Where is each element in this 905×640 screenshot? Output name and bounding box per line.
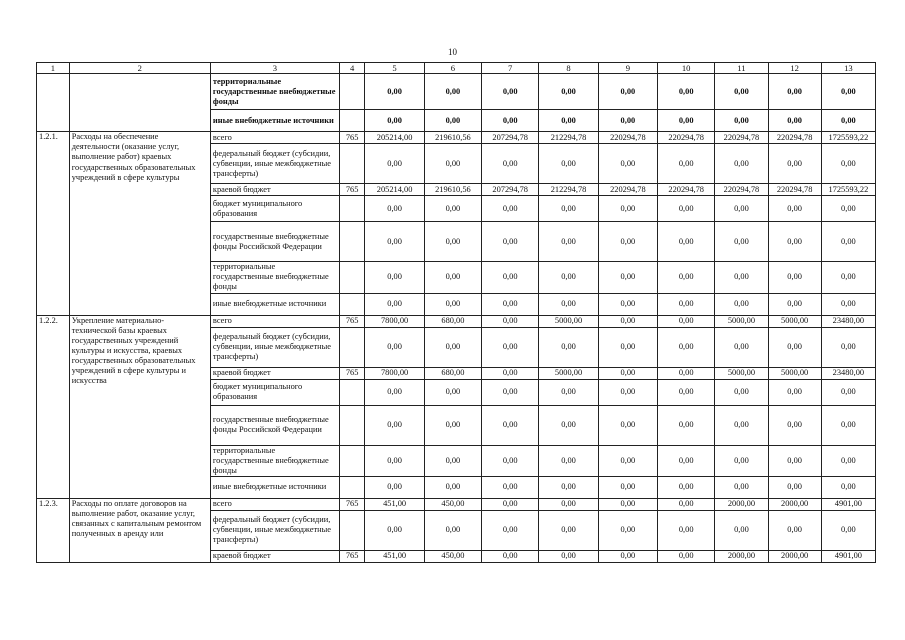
- amount-cell: 0,00: [598, 293, 657, 315]
- amount-cell: 0,00: [768, 74, 821, 110]
- amount-cell: 0,00: [821, 293, 875, 315]
- amount-cell: 0,00: [365, 262, 424, 293]
- amount-cell: 0,00: [539, 379, 598, 405]
- amount-cell: 0,00: [424, 510, 481, 550]
- budget-code: [339, 327, 365, 367]
- column-header: 9: [598, 63, 657, 74]
- amount-cell: 220294,78: [715, 184, 768, 196]
- budget-table: [36, 62, 876, 563]
- funding-source: иные внебюджетные источники: [210, 476, 339, 498]
- amount-cell: 0,00: [821, 262, 875, 293]
- amount-cell: 0,00: [365, 379, 424, 405]
- amount-cell: 0,00: [658, 510, 715, 550]
- amount-cell: 0,00: [715, 74, 768, 110]
- amount-cell: 5000,00: [539, 367, 598, 379]
- amount-cell: 0,00: [658, 476, 715, 498]
- amount-cell: 207294,78: [482, 132, 539, 144]
- amount-cell: 0,00: [482, 327, 539, 367]
- amount-cell: 0,00: [768, 110, 821, 132]
- amount-cell: 0,00: [598, 498, 657, 510]
- column-header: 6: [424, 63, 481, 74]
- amount-cell: 0,00: [365, 293, 424, 315]
- amount-cell: 0,00: [424, 74, 481, 110]
- funding-source: краевой бюджет: [210, 550, 339, 562]
- amount-cell: 0,00: [539, 405, 598, 445]
- amount-cell: 0,00: [539, 196, 598, 222]
- amount-cell: 0,00: [598, 327, 657, 367]
- amount-cell: 0,00: [598, 550, 657, 562]
- amount-cell: 0,00: [658, 74, 715, 110]
- funding-source: иные внебюджетные источники: [210, 293, 339, 315]
- column-header: 3: [210, 63, 339, 74]
- page-number: 10: [448, 47, 457, 57]
- amount-cell: 1725593,22: [821, 132, 875, 144]
- budget-code: 765: [339, 550, 365, 562]
- budget-code: [339, 262, 365, 293]
- amount-cell: 0,00: [424, 327, 481, 367]
- amount-cell: 0,00: [424, 110, 481, 132]
- budget-code: 765: [339, 315, 365, 327]
- amount-cell: 0,00: [715, 262, 768, 293]
- amount-cell: 5000,00: [715, 367, 768, 379]
- amount-cell: 5000,00: [539, 315, 598, 327]
- amount-cell: 0,00: [821, 445, 875, 476]
- amount-cell: 0,00: [715, 445, 768, 476]
- amount-cell: 2000,00: [715, 498, 768, 510]
- amount-cell: 0,00: [539, 510, 598, 550]
- amount-cell: 0,00: [539, 327, 598, 367]
- funding-source: государственные внебюджетные фонды Российской Федерации: [210, 405, 339, 445]
- amount-cell: 0,00: [658, 196, 715, 222]
- amount-cell: 220294,78: [658, 184, 715, 196]
- amount-cell: 0,00: [768, 293, 821, 315]
- amount-cell: 0,00: [365, 196, 424, 222]
- funding-source: всего: [210, 498, 339, 510]
- budget-code: [339, 222, 365, 262]
- amount-cell: 0,00: [539, 293, 598, 315]
- amount-cell: 0,00: [539, 222, 598, 262]
- amount-cell: 0,00: [715, 196, 768, 222]
- table-row: [37, 132, 876, 144]
- amount-cell: 680,00: [424, 315, 481, 327]
- amount-cell: 0,00: [598, 405, 657, 445]
- amount-cell: 0,00: [539, 262, 598, 293]
- amount-cell: 0,00: [658, 445, 715, 476]
- budget-code: [339, 196, 365, 222]
- amount-cell: 0,00: [539, 144, 598, 184]
- amount-cell: 0,00: [424, 293, 481, 315]
- funding-source: федеральный бюджет (субсидии, субвенции, иные межбюджетные трансферты): [210, 327, 339, 367]
- amount-cell: 0,00: [598, 222, 657, 262]
- amount-cell: 0,00: [598, 144, 657, 184]
- amount-cell: 0,00: [482, 196, 539, 222]
- budget-code: [339, 144, 365, 184]
- amount-cell: 0,00: [658, 110, 715, 132]
- amount-cell: 0,00: [768, 405, 821, 445]
- amount-cell: 0,00: [482, 498, 539, 510]
- amount-cell: 0,00: [424, 476, 481, 498]
- item-number: 1.2.2.: [37, 315, 70, 498]
- amount-cell: 0,00: [482, 262, 539, 293]
- amount-cell: 0,00: [768, 445, 821, 476]
- amount-cell: 220294,78: [768, 132, 821, 144]
- amount-cell: 0,00: [598, 445, 657, 476]
- item-number: 1.2.1.: [37, 132, 70, 315]
- amount-cell: 220294,78: [768, 184, 821, 196]
- amount-cell: 219610,56: [424, 132, 481, 144]
- amount-cell: 0,00: [539, 445, 598, 476]
- table-row: [37, 498, 876, 510]
- amount-cell: 0,00: [598, 476, 657, 498]
- amount-cell: 0,00: [821, 144, 875, 184]
- amount-cell: 0,00: [598, 110, 657, 132]
- amount-cell: 0,00: [482, 144, 539, 184]
- budget-code: [339, 110, 365, 132]
- amount-cell: 0,00: [424, 144, 481, 184]
- amount-cell: 2000,00: [768, 550, 821, 562]
- item-name: Укрепление материально-технической базы краевых государственных учреждений культуры и искусства, краевых государственных образовательных учреждений в сфере культуры и искусства: [69, 315, 210, 498]
- amount-cell: 0,00: [658, 405, 715, 445]
- amount-cell: 450,00: [424, 498, 481, 510]
- amount-cell: 212294,78: [539, 132, 598, 144]
- amount-cell: 0,00: [658, 222, 715, 262]
- amount-cell: 212294,78: [539, 184, 598, 196]
- amount-cell: 0,00: [482, 510, 539, 550]
- column-header: 8: [539, 63, 598, 74]
- amount-cell: 2000,00: [768, 498, 821, 510]
- funding-source: краевой бюджет: [210, 184, 339, 196]
- amount-cell: 0,00: [539, 74, 598, 110]
- column-header: 1: [37, 63, 70, 74]
- item-name: Расходы по оплате договоров на выполнение работ, оказание услуг, связанных с капитальным ремонтом полученных в аренду или: [69, 498, 210, 562]
- amount-cell: 0,00: [768, 379, 821, 405]
- amount-cell: 0,00: [715, 379, 768, 405]
- funding-source: краевой бюджет: [210, 367, 339, 379]
- amount-cell: 205214,00: [365, 132, 424, 144]
- amount-cell: 0,00: [482, 222, 539, 262]
- item-number: 1.2.3.: [37, 498, 70, 562]
- budget-code: 765: [339, 498, 365, 510]
- amount-cell: 0,00: [598, 367, 657, 379]
- amount-cell: 0,00: [658, 379, 715, 405]
- amount-cell: 0,00: [821, 110, 875, 132]
- amount-cell: 5000,00: [768, 315, 821, 327]
- amount-cell: 0,00: [365, 510, 424, 550]
- funding-source: иные внебюджетные источники: [210, 110, 339, 132]
- amount-cell: 0,00: [365, 110, 424, 132]
- amount-cell: 0,00: [821, 379, 875, 405]
- amount-cell: 0,00: [658, 498, 715, 510]
- budget-code: [339, 510, 365, 550]
- amount-cell: 207294,78: [482, 184, 539, 196]
- amount-cell: 0,00: [821, 510, 875, 550]
- funding-source: всего: [210, 132, 339, 144]
- amount-cell: 1725593,22: [821, 184, 875, 196]
- amount-cell: 0,00: [658, 315, 715, 327]
- column-header: 11: [715, 63, 768, 74]
- amount-cell: 0,00: [821, 405, 875, 445]
- budget-code: [339, 74, 365, 110]
- amount-cell: 0,00: [365, 144, 424, 184]
- funding-source: федеральный бюджет (субсидии, субвенции, иные межбюджетные трансферты): [210, 510, 339, 550]
- amount-cell: 0,00: [598, 74, 657, 110]
- amount-cell: 2000,00: [715, 550, 768, 562]
- column-header: 5: [365, 63, 424, 74]
- amount-cell: 23480,00: [821, 367, 875, 379]
- column-header: 12: [768, 63, 821, 74]
- amount-cell: 220294,78: [598, 132, 657, 144]
- amount-cell: 7800,00: [365, 367, 424, 379]
- amount-cell: 4901,00: [821, 550, 875, 562]
- amount-cell: 0,00: [424, 262, 481, 293]
- amount-cell: 0,00: [768, 222, 821, 262]
- amount-cell: 0,00: [821, 327, 875, 367]
- amount-cell: 0,00: [482, 405, 539, 445]
- amount-cell: 0,00: [365, 476, 424, 498]
- amount-cell: 0,00: [768, 476, 821, 498]
- amount-cell: 0,00: [715, 110, 768, 132]
- amount-cell: 0,00: [482, 476, 539, 498]
- amount-cell: 5000,00: [768, 367, 821, 379]
- amount-cell: 0,00: [482, 367, 539, 379]
- amount-cell: 220294,78: [598, 184, 657, 196]
- amount-cell: 220294,78: [658, 132, 715, 144]
- budget-code: [339, 405, 365, 445]
- amount-cell: 0,00: [424, 222, 481, 262]
- amount-cell: 0,00: [539, 476, 598, 498]
- amount-cell: 0,00: [821, 222, 875, 262]
- amount-cell: 0,00: [539, 550, 598, 562]
- amount-cell: 5000,00: [715, 315, 768, 327]
- amount-cell: 0,00: [424, 405, 481, 445]
- amount-cell: 0,00: [658, 550, 715, 562]
- amount-cell: 0,00: [482, 445, 539, 476]
- amount-cell: 0,00: [365, 405, 424, 445]
- amount-cell: 0,00: [598, 196, 657, 222]
- amount-cell: 0,00: [658, 144, 715, 184]
- amount-cell: 0,00: [598, 510, 657, 550]
- funding-source: территориальные государственные внебюджетные фонды: [210, 445, 339, 476]
- amount-cell: 0,00: [715, 405, 768, 445]
- amount-cell: 0,00: [482, 110, 539, 132]
- item-name: Расходы на обеспечение деятельности (оказание услуг, выполнение работ) краевых государственных образовательных учреждений в сфере культуры: [69, 132, 210, 315]
- amount-cell: 0,00: [821, 74, 875, 110]
- amount-cell: 0,00: [365, 222, 424, 262]
- amount-cell: 680,00: [424, 367, 481, 379]
- amount-cell: 0,00: [598, 262, 657, 293]
- budget-code: [339, 293, 365, 315]
- funding-source: бюджет муниципального образования: [210, 196, 339, 222]
- amount-cell: 0,00: [658, 367, 715, 379]
- column-header: 10: [658, 63, 715, 74]
- amount-cell: 0,00: [598, 379, 657, 405]
- amount-cell: 0,00: [598, 315, 657, 327]
- amount-cell: 0,00: [424, 196, 481, 222]
- budget-code: [339, 476, 365, 498]
- item-name-cell: [69, 74, 210, 132]
- amount-cell: 0,00: [658, 327, 715, 367]
- amount-cell: 0,00: [658, 262, 715, 293]
- amount-cell: 0,00: [715, 222, 768, 262]
- amount-cell: 0,00: [715, 327, 768, 367]
- budget-code: [339, 379, 365, 405]
- amount-cell: 0,00: [424, 379, 481, 405]
- budget-code: 765: [339, 132, 365, 144]
- budget-code: 765: [339, 184, 365, 196]
- amount-cell: 0,00: [821, 196, 875, 222]
- table-row: [37, 315, 876, 327]
- funding-source: государственные внебюджетные фонды Российской Федерации: [210, 222, 339, 262]
- amount-cell: 0,00: [482, 293, 539, 315]
- amount-cell: 0,00: [768, 262, 821, 293]
- table-body: [37, 74, 876, 562]
- funding-source: всего: [210, 315, 339, 327]
- amount-cell: 0,00: [424, 445, 481, 476]
- amount-cell: 0,00: [482, 315, 539, 327]
- amount-cell: 451,00: [365, 498, 424, 510]
- amount-cell: 0,00: [715, 510, 768, 550]
- amount-cell: 0,00: [482, 550, 539, 562]
- amount-cell: 450,00: [424, 550, 481, 562]
- amount-cell: 0,00: [715, 293, 768, 315]
- amount-cell: 220294,78: [715, 132, 768, 144]
- amount-cell: 0,00: [365, 445, 424, 476]
- amount-cell: 0,00: [768, 196, 821, 222]
- funding-source: бюджет муниципального образования: [210, 379, 339, 405]
- amount-cell: 0,00: [539, 498, 598, 510]
- amount-cell: 0,00: [821, 476, 875, 498]
- amount-cell: 451,00: [365, 550, 424, 562]
- amount-cell: 0,00: [365, 327, 424, 367]
- table-row: [37, 74, 876, 110]
- funding-source: территориальные государственные внебюджетные фонды: [210, 262, 339, 293]
- amount-cell: 205214,00: [365, 184, 424, 196]
- amount-cell: 0,00: [768, 327, 821, 367]
- amount-cell: 0,00: [539, 110, 598, 132]
- amount-cell: 23480,00: [821, 315, 875, 327]
- amount-cell: 219610,56: [424, 184, 481, 196]
- funding-source: территориальные государственные внебюджетные фонды: [210, 74, 339, 110]
- amount-cell: 0,00: [768, 510, 821, 550]
- amount-cell: 0,00: [482, 74, 539, 110]
- column-number-row: [37, 63, 876, 74]
- funding-source: федеральный бюджет (субсидии, субвенции, иные межбюджетные трансферты): [210, 144, 339, 184]
- budget-code: [339, 445, 365, 476]
- column-header: 13: [821, 63, 875, 74]
- column-header: 7: [482, 63, 539, 74]
- budget-code: 765: [339, 367, 365, 379]
- item-number-cell: [37, 74, 70, 132]
- amount-cell: 4901,00: [821, 498, 875, 510]
- column-header: 2: [69, 63, 210, 74]
- column-header: 4: [339, 63, 365, 74]
- amount-cell: 0,00: [715, 476, 768, 498]
- amount-cell: 0,00: [658, 293, 715, 315]
- amount-cell: 0,00: [482, 379, 539, 405]
- amount-cell: 0,00: [768, 144, 821, 184]
- amount-cell: 0,00: [365, 74, 424, 110]
- amount-cell: 0,00: [715, 144, 768, 184]
- amount-cell: 7800,00: [365, 315, 424, 327]
